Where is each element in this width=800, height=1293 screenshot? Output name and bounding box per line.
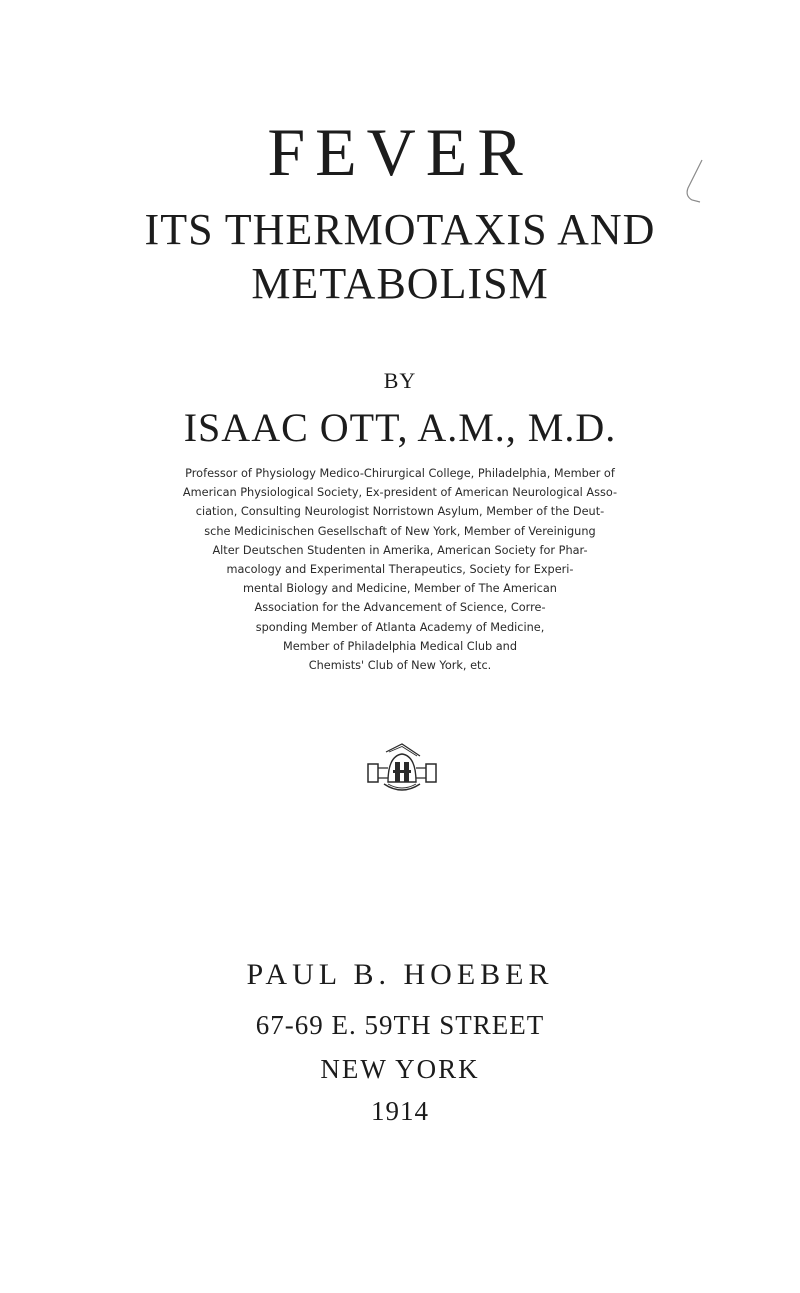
credentials-line: Alter Deutschen Studenten in Amerika, American Society for Phar- <box>212 543 588 557</box>
subtitle-line-2: METABOLISM <box>251 259 549 308</box>
credentials-line: American Physiological Society, Ex-president of American Neurological Asso- <box>182 486 618 500</box>
credentials-line: Chemists' Club of New York, etc. <box>308 659 492 673</box>
publisher-address: 67-69 E. 59TH STREET <box>255 1010 545 1040</box>
credentials-line: sche Medicinischen Gesellschaft of New York, Member of Vereinigung <box>204 524 596 538</box>
credentials-line: Professor of Physiology Medico-Chirurgical College, Philadelphia, Member of <box>185 467 615 480</box>
publisher-city: NEW YORK <box>320 1054 480 1084</box>
publication-year: 1914 <box>371 1096 429 1126</box>
credentials-line: Association for the Advancement of Science, Corre- <box>254 601 546 615</box>
credentials-line: mental Biology and Medicine, Member of The American <box>243 582 557 596</box>
pencil-mark-icon <box>682 158 704 210</box>
credentials-line: ciation, Consulting Neurologist Norristown Asylum, Member of the Deut- <box>195 505 605 519</box>
publisher-device-icon <box>366 742 438 794</box>
author-name: ISAAC OTT, A.M., M.D. <box>183 405 617 450</box>
credentials-line: sponding Member of Atlanta Academy of Medicine, <box>255 620 545 634</box>
credentials-line: macology and Experimental Therapeutics, Society for Experi- <box>226 563 574 577</box>
subtitle-line-1: ITS THERMOTAXIS AND <box>144 205 656 254</box>
by-label: BY <box>383 368 417 393</box>
book-title: FEVER <box>267 114 533 190</box>
publisher-name: PAUL B. HOEBER <box>246 958 554 991</box>
author-credentials <box>110 464 690 675</box>
credentials-line: Member of Philadelphia Medical Club and <box>282 639 518 653</box>
